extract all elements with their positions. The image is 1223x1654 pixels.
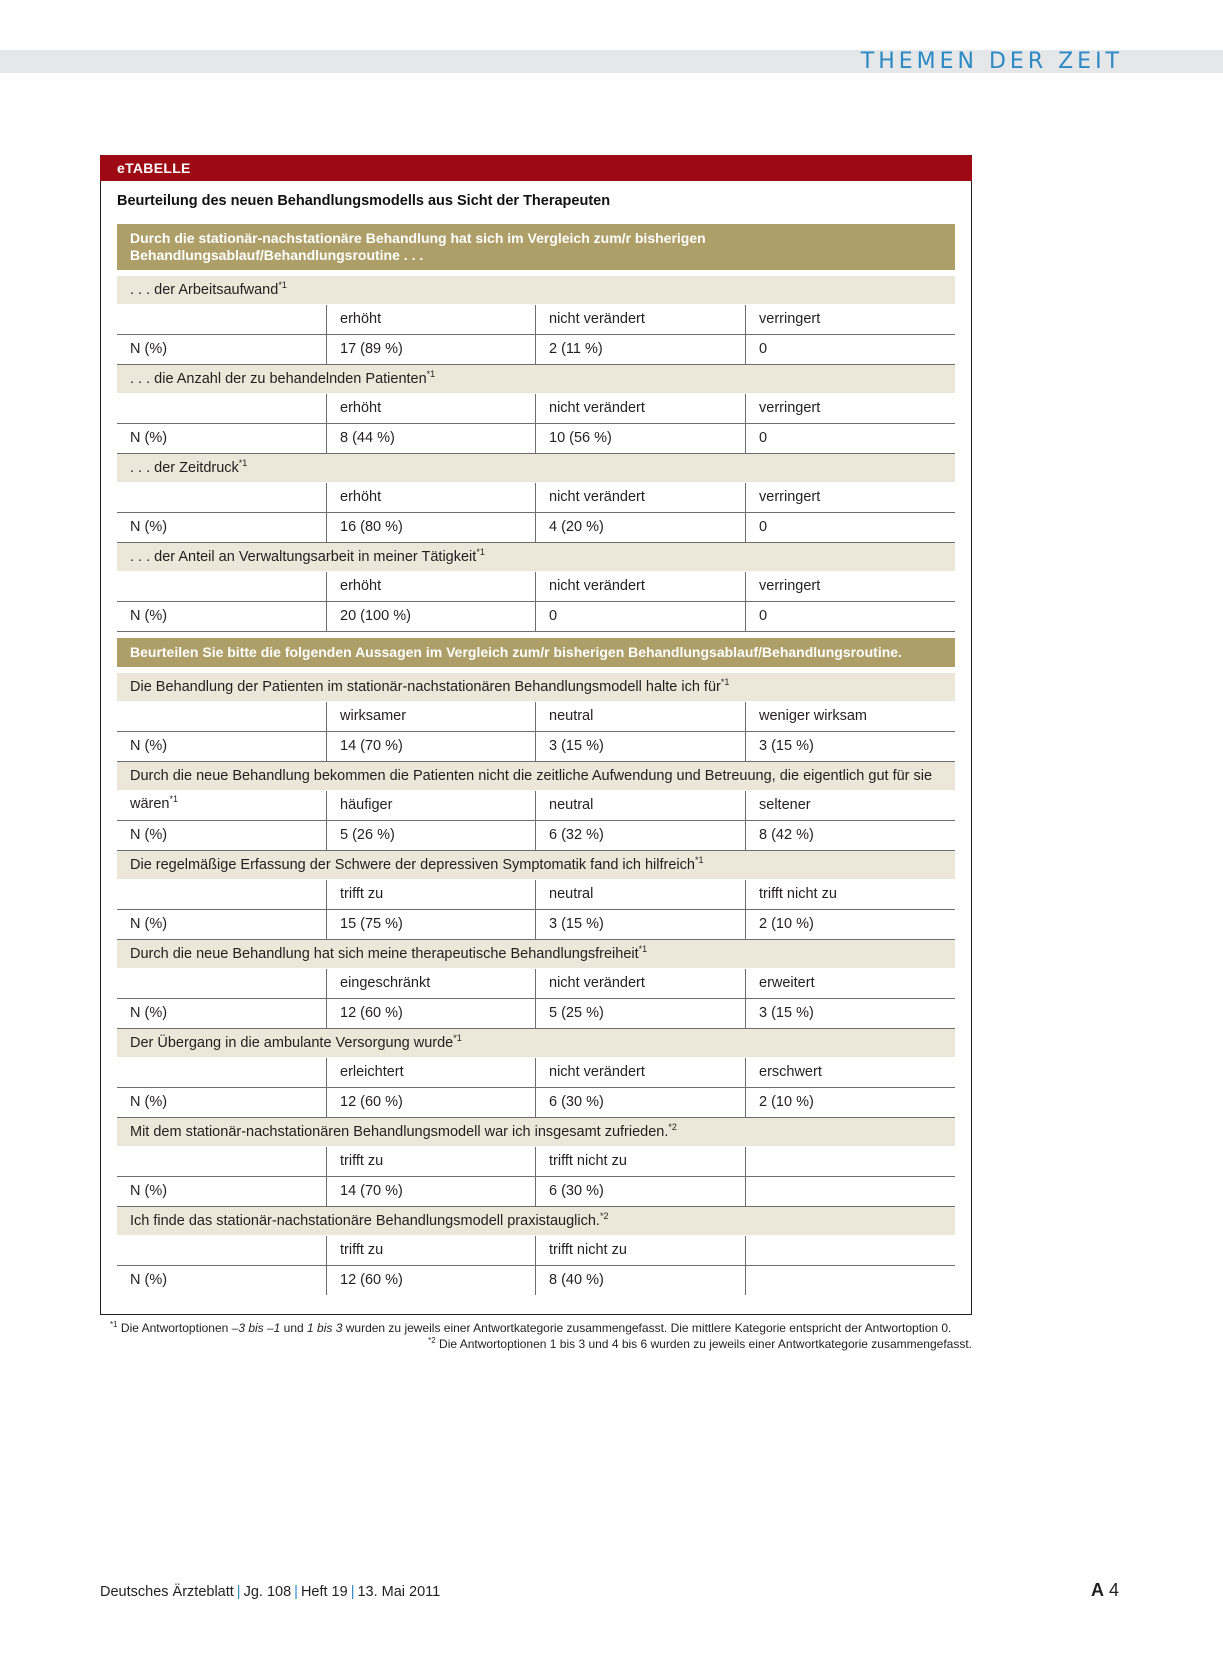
row-label: N (%)	[130, 519, 168, 535]
value-cell: 12 (60 %)	[326, 999, 535, 1028]
footnote-2-mark: *2	[428, 1336, 436, 1345]
options-row	[117, 791, 955, 821]
value-cell: 2 (11 %)	[535, 335, 745, 364]
row-label: N (%)	[130, 916, 168, 932]
value-cell: 6 (30 %)	[535, 1088, 745, 1117]
question-row	[117, 1118, 955, 1147]
row-label: N (%)	[130, 1005, 168, 1021]
row-label: N (%)	[130, 738, 168, 754]
empty-cell	[117, 702, 326, 731]
footnote-ref: *1	[638, 944, 648, 955]
page-prefix: A	[1090, 1580, 1104, 1600]
option-label: neutral	[535, 791, 745, 820]
journal-volume: Jg. 108	[243, 1584, 292, 1600]
value-cell: 3 (15 %)	[745, 732, 955, 761]
footnote-ref: *1	[453, 1033, 462, 1044]
journal-name: Deutsches Ärzteblatt	[100, 1584, 234, 1600]
value-cell: 8 (44 %)	[326, 424, 535, 453]
values-row	[117, 821, 955, 851]
value-cell: 14 (70 %)	[326, 732, 535, 761]
value-cell: 8 (42 %)	[745, 821, 955, 850]
values-row	[117, 999, 955, 1029]
value-cell: 2 (10 %)	[745, 910, 955, 939]
value-cell: 12 (60 %)	[326, 1088, 535, 1117]
question-text: Die Behandlung der Patienten im stationär-nachstationären Behandlungsmodell halte ich für	[130, 679, 721, 695]
options-row	[117, 969, 955, 999]
question-text: . . . der Arbeitsaufwand	[130, 282, 279, 298]
option-label: trifft nicht zu	[535, 1147, 745, 1176]
option-label: eingeschränkt	[326, 969, 535, 998]
question-text: . . . der Zeitdruck	[130, 460, 239, 476]
footnote-ref: *1	[238, 458, 248, 469]
footnote-1-text-e: wurden zu jeweils einer Antwortkategorie zusammengefasst. Die mittlere Kategorie entspricht der Antwortoption 0.	[342, 1321, 952, 1335]
empty-cell	[117, 880, 326, 909]
value-cell: 2 (10 %)	[745, 1088, 955, 1117]
option-label: nicht verändert	[535, 483, 745, 512]
value-cell: 14 (70 %)	[326, 1177, 535, 1206]
section-heading-2: Beurteilen Sie bitte die folgenden Aussagen im Vergleich zum/r bisherigen Behandlungsablauf/Behandlungsroutine.	[117, 638, 955, 667]
option-label: weniger wirksam	[745, 702, 955, 731]
value-cell: 10 (56 %)	[535, 424, 745, 453]
footnote-ref: *1	[476, 547, 485, 558]
value-cell: 6 (30 %)	[535, 1177, 745, 1206]
row-label: N (%)	[130, 827, 168, 843]
options-row	[117, 305, 955, 335]
values-row	[117, 602, 955, 632]
value-cell: 0	[745, 335, 955, 364]
option-label: trifft zu	[326, 1236, 535, 1265]
option-label: häufiger	[326, 791, 535, 820]
option-label: neutral	[535, 880, 745, 909]
values-row	[117, 1088, 955, 1118]
options-row	[117, 572, 955, 602]
empty-cell	[117, 1236, 326, 1265]
value-cell: 16 (80 %)	[326, 513, 535, 542]
journal-issue: Heft 19	[300, 1584, 348, 1600]
option-label: erhöht	[326, 483, 535, 512]
empty-cell	[117, 394, 326, 423]
value-cell: 8 (40 %)	[535, 1266, 745, 1295]
row-label: N (%)	[130, 430, 168, 446]
empty-cell	[117, 572, 326, 601]
value-cell: 3 (15 %)	[535, 732, 745, 761]
question-row	[117, 1207, 955, 1236]
question-text: Der Übergang in die ambulante Versorgung wurde	[130, 1035, 454, 1051]
table-label: eTABELLE	[100, 155, 972, 181]
separator: |	[294, 1584, 298, 1600]
option-label: erweitert	[745, 969, 955, 998]
table-title: Beurteilung des neuen Behandlungsmodells aus Sicht der Therapeuten	[117, 193, 611, 209]
page-footer	[100, 1584, 440, 1600]
page-number	[1091, 1580, 1119, 1601]
options-row	[117, 1236, 955, 1266]
question-row	[117, 276, 955, 305]
question-text: Durch die neue Behandlung bekommen die Patienten nicht die zeitliche Aufwendung und Betreuung, die eigentlich gut für sie wären	[130, 768, 933, 812]
page-number-value: 4	[1108, 1580, 1119, 1600]
footnote-2	[100, 1336, 972, 1352]
section-heading-1: Durch die stationär-nachstationäre Behandlung hat sich im Vergleich zum/r bisherigen Behandlungsablauf/Behandlungsroutine . . .	[117, 224, 955, 270]
row-label: N (%)	[130, 1094, 168, 1110]
footnote-1-text-b: –3 bis –1	[231, 1321, 281, 1335]
option-label: nicht verändert	[535, 1058, 745, 1087]
values-row	[117, 424, 955, 454]
table-body	[117, 224, 955, 1295]
option-label: seltener	[745, 791, 955, 820]
question-row	[117, 365, 955, 394]
values-row	[117, 1266, 955, 1295]
footnote-ref: *2	[668, 1122, 677, 1133]
question-row	[117, 454, 955, 483]
options-row	[117, 702, 955, 732]
value-cell: 5 (25 %)	[535, 999, 745, 1028]
question-text: Ich finde das stationär-nachstationäre Behandlungsmodell praxistauglich.	[130, 1213, 600, 1229]
options-row	[117, 394, 955, 424]
footnote-ref: *1	[426, 369, 436, 380]
values-row	[117, 910, 955, 940]
option-label: nicht verändert	[535, 394, 745, 423]
options-row	[117, 1147, 955, 1177]
journal-date: 13. Mai 2011	[357, 1584, 441, 1600]
value-cell: 6 (32 %)	[535, 821, 745, 850]
section-title: THEMEN DER ZEIT	[860, 49, 1123, 74]
value-cell: 15 (75 %)	[326, 910, 535, 939]
value-cell: 12 (60 %)	[326, 1266, 535, 1295]
footnote-1-text-c: und	[280, 1321, 308, 1335]
question-row	[117, 1029, 955, 1058]
separator: |	[236, 1584, 241, 1600]
option-label: trifft nicht zu	[745, 880, 955, 909]
section-1-items	[117, 276, 955, 632]
empty-cell	[117, 1058, 326, 1087]
option-label: nicht verändert	[535, 572, 745, 601]
option-label: erleichtert	[326, 1058, 535, 1087]
value-cell: 5 (26 %)	[326, 821, 535, 850]
value-cell: 4 (20 %)	[535, 513, 745, 542]
empty-cell	[117, 483, 326, 512]
separator: |	[350, 1584, 355, 1600]
row-label: N (%)	[130, 1272, 168, 1288]
option-label	[745, 1236, 955, 1265]
option-label: neutral	[535, 702, 745, 731]
option-label: erschwert	[745, 1058, 955, 1087]
question-row	[117, 940, 955, 969]
footnote-1	[100, 1320, 972, 1336]
question-text: . . . der Anteil an Verwaltungsarbeit in meiner Tätigkeit	[130, 549, 477, 565]
empty-cell	[117, 305, 326, 334]
value-cell	[745, 1177, 955, 1206]
empty-cell	[117, 1147, 326, 1176]
option-label: nicht verändert	[535, 969, 745, 998]
option-label: verringert	[745, 305, 955, 334]
option-label: erhöht	[326, 394, 535, 423]
value-cell: 20 (100 %)	[326, 602, 535, 631]
footnote-2-text: Die Antwortoptionen 1 bis 3 und 4 bis 6 wurden zu jeweils einer Antwortkategorie zusammengefasst.	[435, 1337, 972, 1351]
question-text: Durch die neue Behandlung hat sich meine therapeutische Behandlungsfreiheit	[130, 946, 639, 962]
values-row	[117, 335, 955, 365]
option-label: nicht verändert	[535, 305, 745, 334]
value-cell: 0	[745, 513, 955, 542]
option-label: erhöht	[326, 305, 535, 334]
footnote-ref: *1	[169, 794, 179, 805]
empty-cell	[117, 791, 326, 820]
row-label: N (%)	[130, 608, 168, 624]
footnote-1-mark: *1	[110, 1320, 118, 1329]
question-row	[117, 543, 955, 572]
row-label: N (%)	[130, 341, 168, 357]
footnote-ref: *1	[720, 677, 730, 688]
values-row	[117, 1177, 955, 1207]
footnote-ref: *1	[694, 855, 704, 866]
value-cell: 3 (15 %)	[745, 999, 955, 1028]
value-cell: 17 (89 %)	[326, 335, 535, 364]
empty-cell	[117, 969, 326, 998]
values-row	[117, 513, 955, 543]
footnote-1-text-d: 1 bis 3	[307, 1321, 343, 1335]
question-text: . . . die Anzahl der zu behandelnden Patienten	[130, 371, 427, 387]
values-row	[117, 732, 955, 762]
option-label: trifft zu	[326, 1147, 535, 1176]
option-label: verringert	[745, 483, 955, 512]
options-row	[117, 880, 955, 910]
value-cell	[745, 1266, 955, 1295]
value-cell: 0	[745, 602, 955, 631]
value-cell: 0	[535, 602, 745, 631]
options-row	[117, 483, 955, 513]
value-cell: 3 (15 %)	[535, 910, 745, 939]
row-label: N (%)	[130, 1183, 168, 1199]
footnote-ref: *2	[599, 1211, 609, 1222]
value-cell: 0	[745, 424, 955, 453]
option-label: erhöht	[326, 572, 535, 601]
question-row	[117, 673, 955, 702]
footnote-ref: *1	[278, 280, 287, 291]
option-label: trifft zu	[326, 880, 535, 909]
option-label: trifft nicht zu	[535, 1236, 745, 1265]
option-label: verringert	[745, 572, 955, 601]
question-text: Die regelmäßige Erfassung der Schwere der depressiven Symptomatik fand ich hilfreich	[130, 857, 695, 873]
options-row	[117, 1058, 955, 1088]
option-label: wirksamer	[326, 702, 535, 731]
question-text: Mit dem stationär-nachstationären Behandlungsmodell war ich insgesamt zufrieden.	[130, 1124, 669, 1140]
footnotes	[100, 1320, 972, 1352]
section-2-items	[117, 673, 955, 1295]
option-label	[745, 1147, 955, 1176]
footnote-1-text-a: Die Antwortoptionen	[117, 1321, 232, 1335]
question-row	[117, 851, 955, 880]
option-label: verringert	[745, 394, 955, 423]
